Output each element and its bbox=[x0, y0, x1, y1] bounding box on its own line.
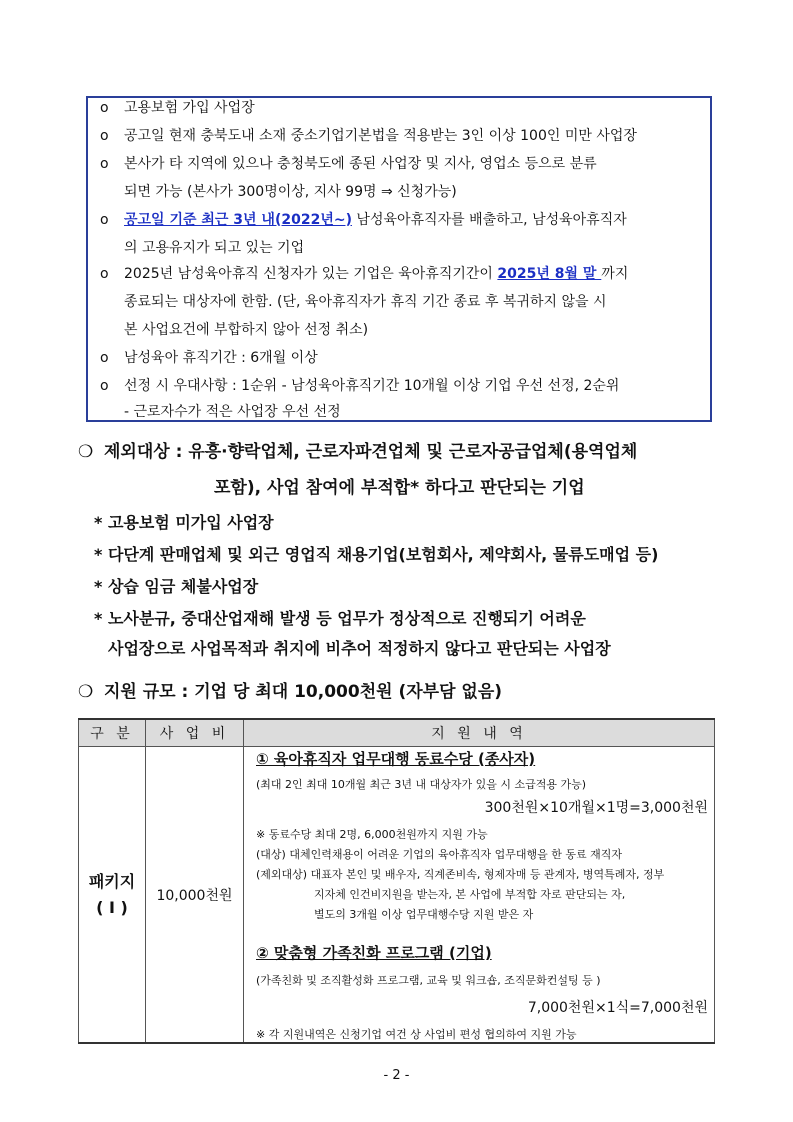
exclusion-note-4-cont: 사업장으로 사업목적과 취지에 비추어 적정하지 않다고 판단되는 사업장 bbox=[108, 639, 611, 658]
eligibility-item-5: o 2025년 남성육아휴직 신청자가 있는 기업은 육아휴직기간이 2025년 8월 말 까지 bbox=[100, 266, 629, 282]
eligibility-item-7: o 선정 시 우대사항 : 1순위 - 남성육아휴직기간 10개월 이상 기업 우선 선정, 2순위 bbox=[100, 378, 620, 394]
eligibility-item-5-cont-2: 본 사업요건에 부합하지 않아 선정 취소) bbox=[124, 322, 369, 338]
eligibility-item-4-cont: 의 고용유지가 되고 있는 기업 bbox=[124, 240, 305, 256]
item1-note-1: ※ 동료수당 최대 2명, 6,000천원까지 지원 가능 bbox=[256, 828, 488, 841]
item2-note: (가족친화 및 조직활성화 프로그램, 교육 및 워크숍, 조직문화컨설팅 등 ) bbox=[256, 974, 601, 987]
package-label: 패키지 ( Ⅰ ) bbox=[79, 747, 146, 1044]
header-details: 지 원 내 역 bbox=[244, 719, 715, 747]
package-amount: 10,000천원 bbox=[146, 747, 244, 1044]
header-category: 구 분 bbox=[79, 719, 146, 747]
exclusion-heading: ❍ 제외대상 : 유흥·향락업체, 근로자파견업체 및 근로자공급업체(용역업체 bbox=[78, 442, 638, 462]
item1-note-2: (대상) 대체인력채용이 어려운 기업의 육아휴직자 업무대행을 한 동료 재직자 bbox=[256, 848, 622, 861]
item1-note-4: 지자체 인건비지원을 받는자, 본 사업에 부적합 자로 판단되는 자, bbox=[314, 888, 626, 901]
item1-calc: 300천원×10개월×1명=3,000천원 bbox=[484, 800, 708, 816]
eligibility-item-1: o 고용보험 가입 사업장 bbox=[100, 100, 255, 116]
eligibility-item-4: o 공고일 기준 최근 3년 내(2022년~) 남성육아휴직자를 배출하고, 남성육아휴직자 bbox=[100, 212, 627, 228]
exclusion-note-1: * 고용보험 미가입 사업장 bbox=[94, 513, 274, 532]
header-budget: 사 업 비 bbox=[146, 719, 244, 747]
item1-note: (최대 2인 최대 10개월 최근 3년 내 대상자가 있을 시 소급적용 가능) bbox=[256, 778, 587, 791]
eligibility-item-5-cont-1: 종료되는 대상자에 한함. (단, 육아휴직자가 휴직 기간 종료 후 복귀하지 않을 시 bbox=[124, 294, 607, 310]
highlight-period: 공고일 기준 최근 3년 내(2022년~) bbox=[124, 212, 352, 228]
support-table bbox=[78, 718, 715, 1044]
exclusion-note-4: * 노사분규, 중대산업재해 발생 등 업무가 정상적으로 진행되기 어려운 bbox=[94, 609, 586, 628]
eligibility-item-3: o 본사가 타 지역에 있으나 충청북도에 종된 사업장 및 지사, 영업소 등으로 분류 bbox=[100, 156, 597, 172]
eligibility-item-3-cont: 되면 가능 (본사가 300명이상, 지사 99명 ⇒ 신청가능) bbox=[124, 184, 457, 200]
eligibility-item-2: o 공고일 현재 충북도내 소재 중소기업기본법을 적용받는 3인 이상 100인 미만 사업장 bbox=[100, 128, 637, 144]
exclusion-note-3: * 상습 임금 체불사업장 bbox=[94, 577, 259, 596]
eligibility-item-6: o 남성육아 휴직기간 : 6개월 이상 bbox=[100, 350, 318, 366]
item1-note-3: (제외대상) 대표자 본인 및 배우자, 직계존비속, 형제자매 등 관계자, 병역특례자, 정부 bbox=[256, 868, 665, 881]
highlight-deadline: 2025년 8월 말 bbox=[497, 266, 602, 282]
support-scale-heading: ❍ 지원 규모 : 기업 당 최대 10,000천원 (자부담 없음) bbox=[78, 682, 503, 702]
item2-title: ② 맞춤형 가족친화 프로그램 (기업) bbox=[256, 944, 492, 962]
eligibility-item-7-cont: - 근로자수가 적은 사업장 우선 선정 bbox=[124, 404, 341, 420]
table-header-row bbox=[79, 719, 715, 747]
package-details bbox=[244, 747, 715, 1044]
exclusion-note-2: * 다단계 판매업체 및 외근 영업직 채용기업(보험회사, 제약회사, 물류도매업 등) bbox=[94, 545, 659, 564]
exclusion-heading-cont: 포함), 사업 참여에 부적합* 하다고 판단되는 기업 bbox=[214, 478, 585, 498]
page-number: - 2 - bbox=[383, 1068, 410, 1083]
table-row bbox=[79, 747, 715, 1044]
item1-title: ① 육아휴직자 업무대행 동료수당 (종사자) bbox=[256, 750, 536, 768]
item1-note-5: 별도의 3개월 이상 업무대행수당 지원 받은 자 bbox=[314, 908, 534, 921]
item2-calc: 7,000천원×1식=7,000천원 bbox=[527, 1000, 708, 1016]
item2-note-1: ※ 각 지원내역은 신청기업 여건 상 사업비 편성 협의하여 지원 가능 bbox=[256, 1028, 577, 1041]
